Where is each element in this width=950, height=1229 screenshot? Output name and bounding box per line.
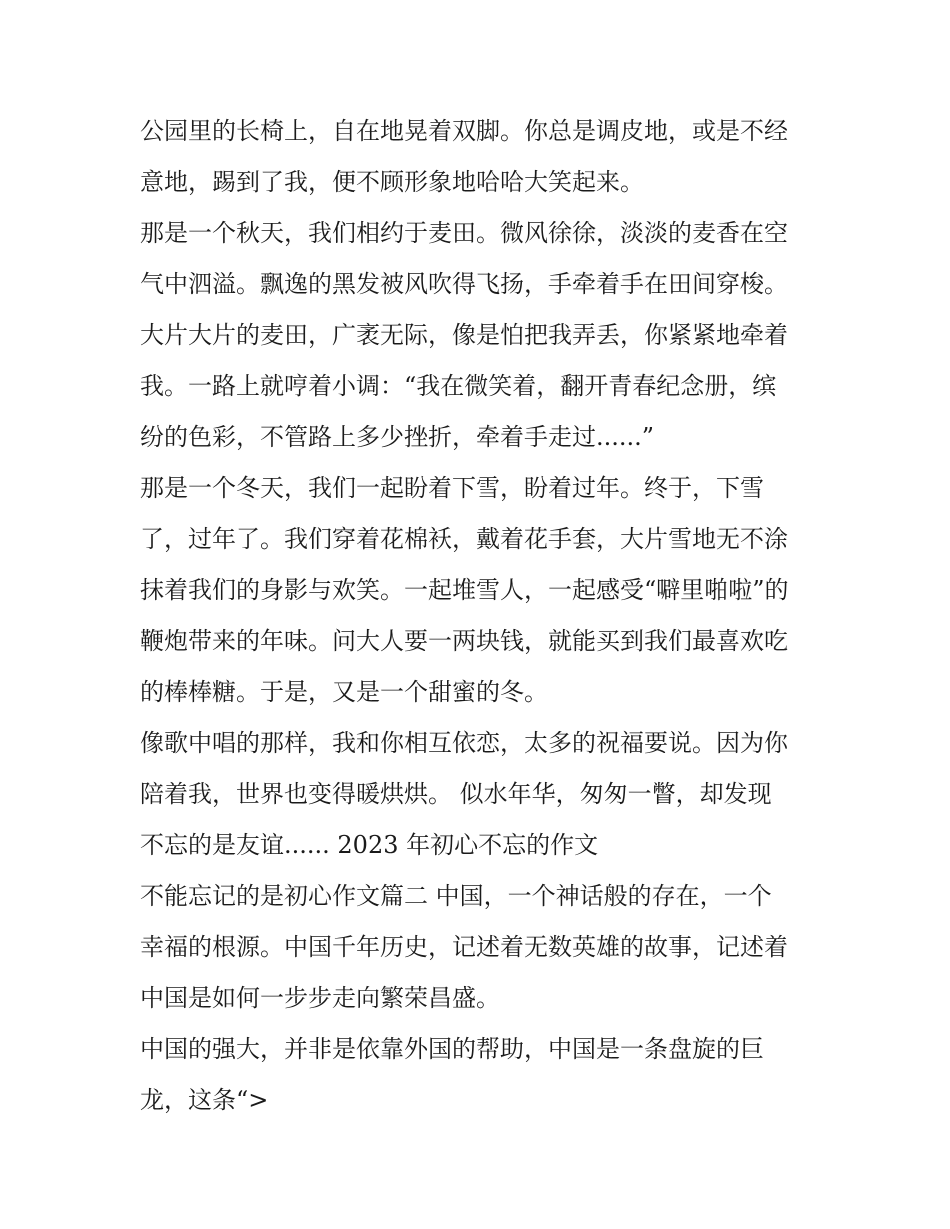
text-line: 陪着我，世界也变得暖烘烘。 似水年华，匆匆一瞥，却发现: [140, 780, 772, 808]
text-line: 鞭炮带来的年味。问大人要一两块钱，就能买到我们最喜欢吃: [140, 627, 788, 655]
text-line: 的棒棒糖。于是，又是一个甜蜜的冬。: [140, 678, 548, 706]
text-line: 气中泗溢。飘逸的黑发被风吹得飞扬，手牵着手在田间穿梭。: [140, 270, 788, 298]
text-line: 那是一个冬天，我们一起盼着下雪，盼着过年。终于，下雪: [140, 474, 764, 502]
text-line: 了，过年了。我们穿着花棉袄，戴着花手套，大片雪地无不涂: [140, 525, 788, 553]
text-line: 中国是如何一步步走向繁荣昌盛。: [140, 984, 500, 1012]
text-line: 不忘的是友谊...... 2023 年初心不忘的作文: [140, 831, 599, 859]
text-line: 我。一路上就哼着小调：“我在微笑着，翻开青春纪念册，缤: [140, 372, 777, 400]
text-line: 幸福的根源。中国千年历史，记述着无数英雄的故事，记述着: [140, 933, 788, 961]
text-line: 那是一个秋天，我们相约于麦田。微风徐徐，淡淡的麦香在空: [140, 219, 788, 247]
body-text: [140, 106, 830, 1126]
text-line: 不能忘记的是初心作文篇二 中国，一个神话般的存在，一个: [140, 882, 772, 910]
text-line: 中国的强大，并非是依靠外国的帮助，中国是一条盘旋的巨: [140, 1035, 764, 1063]
text-line: 抹着我们的身影与欢笑。一起堆雪人，一起感受“噼里啪啦”的: [140, 576, 789, 604]
text-line: 大片大片的麦田，广袤无际，像是怕把我弄丢，你紧紧地牵着: [140, 321, 788, 349]
text-line: 纷的色彩，不管路上多少挫折，牵着手走过......”: [140, 423, 655, 451]
text-line: 龙，这条“>: [140, 1086, 269, 1114]
text-line: 公园里的长椅上，自在地晃着双脚。你总是调皮地，或是不经: [140, 117, 788, 145]
text-line: 像歌中唱的那样，我和你相互依恋，太多的祝福要说。因为你: [140, 729, 788, 757]
text-line: 意地，踢到了我，便不顾形象地哈哈大笑起来。: [140, 168, 644, 196]
